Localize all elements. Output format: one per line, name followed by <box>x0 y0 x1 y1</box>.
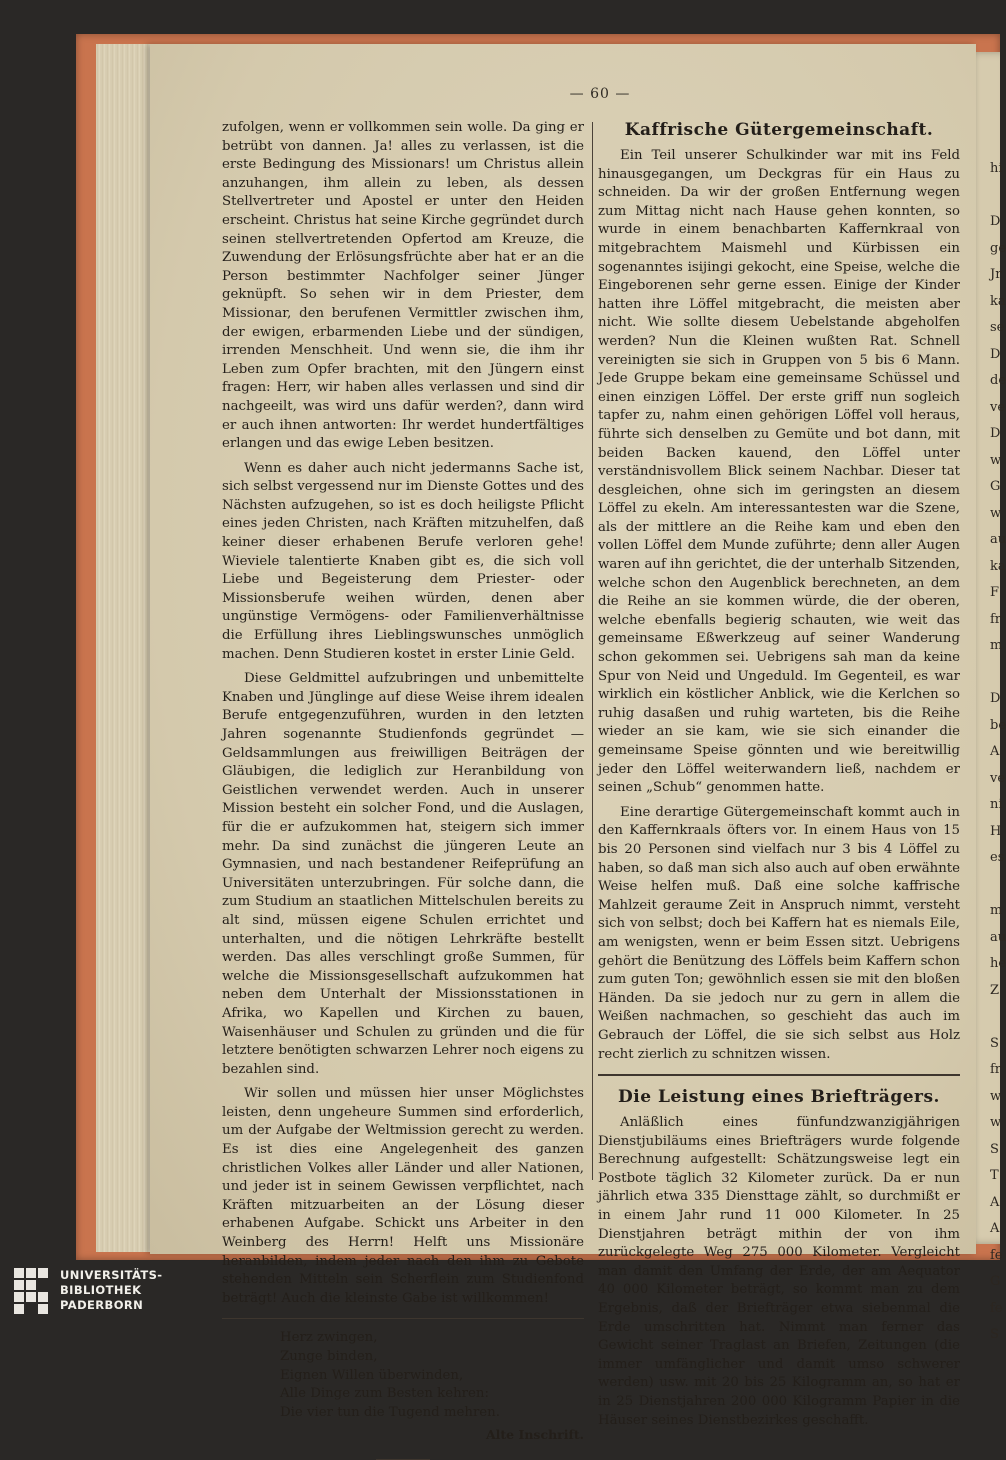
left-divider <box>222 1318 584 1319</box>
column-divider <box>592 122 593 1180</box>
article-title-gutergemeinschaft: Kaffrische Gütergemeinschaft. <box>624 120 934 140</box>
poem <box>280 1329 584 1445</box>
left-column <box>222 119 584 1460</box>
left-paragraph-3: Diese Geldmittel aufzubringen und unbemittelte Knaben und Jünglinge auf diese Weise ihrem idealen Berufe entgegenzuführen, wurden in den letzten Jahren sogenannte Studienfonds gegründet — Geldsammlungen aus freiwilligen Beiträgen der Gläubigen, die lediglich zur Heranbildung von Geistlichen verwendet werden. Auch in unserer Mission besteht ein solcher Fond, und die Auslagen, für die er aufzukommen hat, steigern sich immer mehr. Da sind zunächst die jüngeren Leute an Gymnasien, und nach bestandener Reifeprüfung an Universitäten unterzubringen. Für solche dann, die zum Studium an staatlichen Mittelschulen bereits zu alt sind, müssen eigene Schulen errichtet und unterhalten, und die nötigen Lehrkräfte bestellt werden. Das alles verschlingt große Summen, für welche die Missionsgesellschaft aufzukommen hat neben dem Unterhalt der Missionsstationen in Afrika, wo Kapellen und Kirchen zu bauen, Waisenhäuser und Schulen zu gründen und die für letztere benötigten schwarzen Lehrer noch eigens zu bezahlen sind. <box>222 671 584 1077</box>
right-column <box>598 119 960 1430</box>
library-logo-mark <box>14 1268 54 1316</box>
poem-line: Zunge binden, <box>280 1349 378 1364</box>
left-paragraph-2: Wenn es daher auch nicht jedermanns Sache ist, sich selbst vergessend nur im Dienste Gottes und des Nächsten aufzugehen, so ist es doch heiligste Pflicht eines jeden Christen, nach Kräften mitzuhelfen, daß keiner dieser erhabenen Berufe verloren gehe! Wieviele talentierte Knaben gibt es, die sich voll Liebe und Begeisterung dem Priester- oder Missionsberufe weihen würden, denen aber ungünstige Vermögens- oder Familienverhältnisse die Erfüllung ihres Lieblingswunsches unmöglich machen. Denn Studieren kostet in erster Linie Geld. <box>222 460 584 662</box>
poem-line: Eignen Willen überwinden, <box>280 1367 464 1383</box>
logo-line: BIBLIOTHEK <box>60 1283 142 1297</box>
logo-line: UNIVERSITÄTS- <box>60 1268 163 1282</box>
article-title-brieftraeger: Die Leistung eines Briefträgers. <box>618 1087 940 1108</box>
article1-paragraph-1: Ein Teil unserer Schulkinder war mit ins Feld hinausgegangen, um Deckgras für ein Haus zu schneiden. Da wir der großen Entfernung wegen zum Mittag nicht nach Hause gehen konnten, so wurde in einem benachbarten Kaffernkraal von mitgebrachtem Maismehl und Kürbissen ein sogenanntes isijingi gekocht, eine Speise, welche die Eingeborenen sehr gerne essen. Einige der Kinder hatten ihre Löffel mitgebracht, die meisten aber nicht. Wie sollte diesem Uebelstande abgeholfen werden? Nun die Kleinen wußten Rat. Schnell vereinigten sie sich in Gruppen von 5 bis 6 Mann. Jede Gruppe bekam eine gemeinsame Schüssel und einen einzigen Löffel. Der erste griff nun sogleich tapfer zu, nahm einen gehörigen Löffel voll heraus, führte sich denselben zu Gemüte und bot dann, mit beiden Backen kauend, den Löffel unter verständnisvollem Blick seinem Nachbar. Dieser tat desgleichen, ohne sich im geringsten an diesem Löffel zu ekeln. Am interessantesten war die Szene, als der mittlere an die Reihe kam und eben den vollen Löffel dem Munde zuführte; denn aller Augen waren auf ihn gerichtet, die der unterhalb Sitzenden, welche schon den Augenblick berechneten, an dem die Reihe an sie kommen würde, die der oberen, welche ebenfalls begierig schauten, wie weit das gemeinsame Eßwerkzeug auf seiner Wanderung schon gekommen sei. Uebrigens sah man da keine Spur von Neid und Ungeduld. Im Gegenteil, es war wirklich ein köstlicher Anblick, wie die Kerlchen so ruhig dasaßen und ruhig warteten, bis die Reihe wieder an sie kam, wie sie sich einander die gemeinsame Speise gönnten und wie bereitwillig jeder den Löffel weiterwandern ließ, nachdem er seinen „Schub“ genommen hatte. <box>598 148 960 796</box>
article-divider <box>598 1074 960 1076</box>
page-number: — 60 — <box>569 86 631 102</box>
poem-line: Die vier tun die Tugend mehren. <box>280 1404 500 1420</box>
article1-paragraph-2: Eine derartige Gütergemeinschaft kommt auch in den Kaffernkraals öfters vor. In einem Haus von 15 bis 20 Personen sind vielfach nur 3 bis 4 Löffel zu haben, so daß man sich also auch auf oben erwähnte Weise helfen muß. Daß eine solche kaffrische Mahlzeit geraume Zeit in Anspruch nimmt, versteht sich von selbst; doch bei Kaffern hat es niemals Eile, am wenigsten, wenn er beim Essen sitzt. Uebrigens gehört die Benützung des Löffels beim Kaffern schon zum guten Ton; gewöhnlich essen sie mit den bloßen Händen. Da sie jedoch nur zu gern in allem die Weißen nachmachen, so geschieht das auch im Gebrauch der Löffel, die sie sich selbst aus Holz recht zierlich zu schnitzen wissen. <box>598 804 960 1062</box>
library-logo-text <box>60 1268 162 1313</box>
poem-signature: Alte Inschrift. <box>485 1427 584 1443</box>
poem-line: Alle Dinge zum Besten kehren: <box>280 1386 489 1402</box>
facing-page-fragments: hi D ge Jr ka se D de ve D w G w au ka F fr m D be A ve ni H es m au he Z S fr w w S T A A fe G fe S <box>990 161 1006 1342</box>
library-logo <box>14 1268 254 1318</box>
poem-line: Herz zwingen, <box>280 1330 378 1346</box>
left-paragraph-4: Wir sollen und müssen hier unser Möglichstes leisten, denn ungeheure Summen sind erforderlich, um der Aufgabe der Weltmission gerecht zu werden. Es ist dies eine Angelegenheit des ganzen christlichen Volkes aller Länder und aller Nationen, und jeder ist in seinem Gewissen verpflichtet, nach Kräften mitzuarbeiten an der Lösung dieser erhabenen Aufgabe. Schickt uns Arbeiter in den Weinberg des Herrn! Helft uns Missionäre heranbilden, indem jeder nach den ihm zu Gebote stehenden Mitteln sein Scherflein zum Studienfond beträgt! Auch die kleinste Gabe ist willkommen! <box>222 1086 584 1306</box>
left-paragraph-1: zufolgen, wenn er vollkommen sein wolle. Da ging er betrübt von dannen. Ja! alles zu verlassen, ist die erste Bedingung des Missionars! um Christus allein anzuhangen, ihm allein zu leben, als dessen Stellvertreter und Apostel er unter den Heiden erscheint. Christus hat seine Kirche gegründet durch seinen stellvertretenden Opfertod am Kreuze, die Zuwendung der Erlösungsfrüchte aber hat er an die Person bestimmter Nachfolger seiner Jünger geknüpft. So sehen wir in dem Priester, dem Missionar, den berufenen Vermittler zwischen ihm, der ewigen, erbarmenden Liebe und der sündigen, irrenden Menschheit. Und wenn sie, die ihm ihr Leben zum Opfer brachten, mit den Jüngern einst fragen: Herr, wir haben alles verlassen und sind dir nachgeeilt, was wird uns dafür werden?, dann wird er auch ihnen antworten: Ihr werdet hundertfältiges erlangen und das ewige Leben besitzen. <box>222 120 584 452</box>
logo-line: PADERBORN <box>60 1298 144 1312</box>
article2-paragraph-1: Anläßlich eines fünfundzwanzigjährigen Dienstjubiläums eines Briefträgers wurde folgende Berechnung aufgestellt: Schätzungsweise legt ein Postbote täglich 32 Kilometer zurück. Da er nun jährlich etwa 335 Diensttage zählt, so durchmißt er in einem Jahr rund 11 000 Kilometer. In 25 Dienstjahren beträgt mithin der von ihm zurückgelegte Weg 275 000 Kilometer. Vergleicht man damit den Umfang der Erde, der am Aequator 40 000 Kilometer beträgt, so kommt man zu dem Ergebnis, daß der Briefträger etwa siebenmal die Erde umschritten hat. Nimmt man ferner das Gewicht seiner Traglast an Briefen, Zeitungen (die immer umfänglicher und damit umso schwerer werden) usw. mit 20 bis 25 Kilogramm an, so hat er in 25 Dienstjahren 200 000 Kilogramm Papier in die Häuser seines Dienstbezirkes geschafft. <box>598 1115 960 1428</box>
